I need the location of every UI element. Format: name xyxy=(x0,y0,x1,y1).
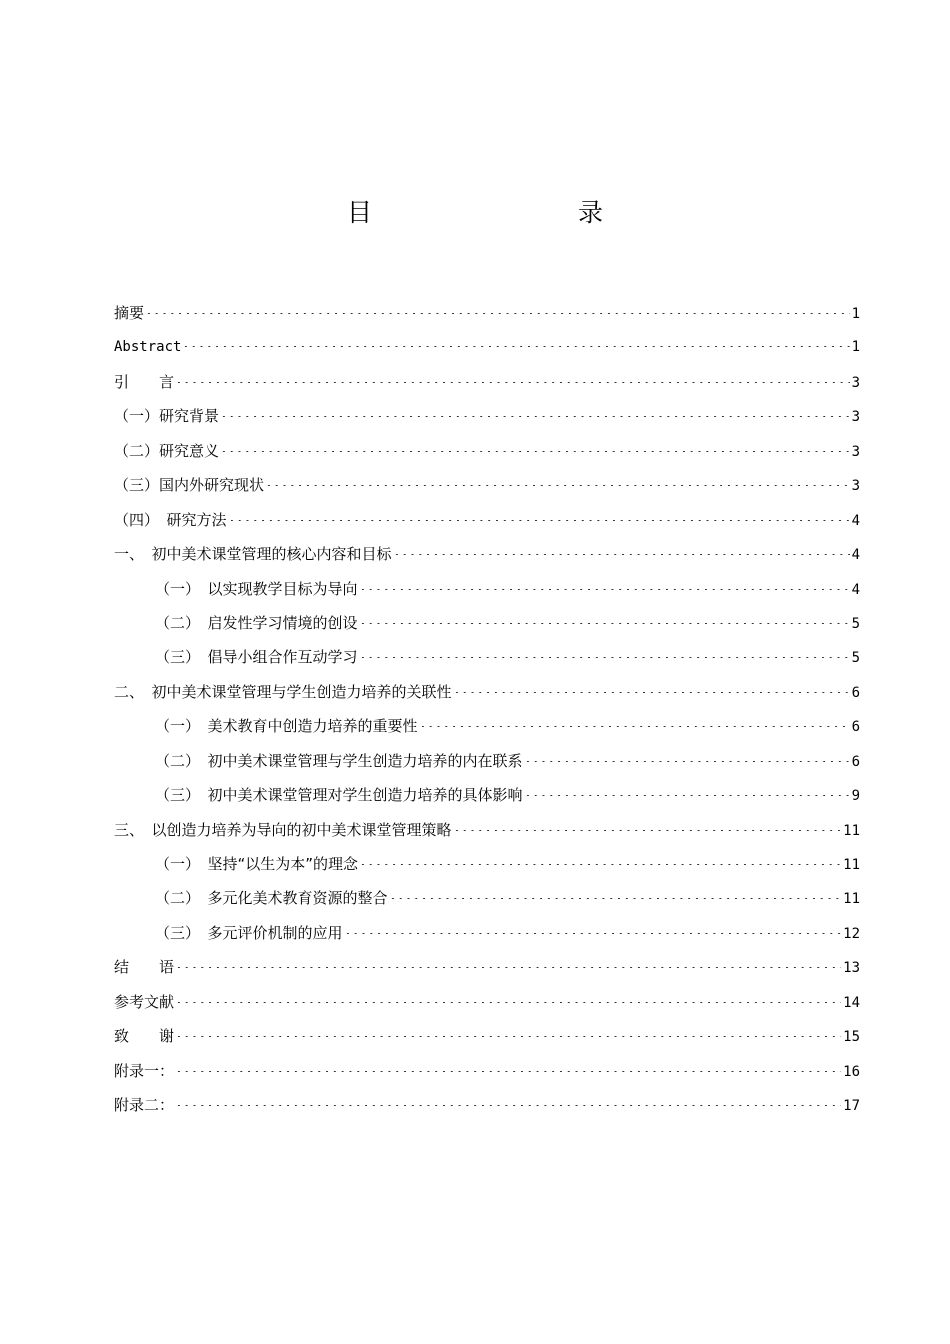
toc-entry[interactable] xyxy=(114,330,860,364)
page-title: 目 录 xyxy=(346,197,655,227)
dot-leader xyxy=(220,416,850,417)
toc-entry-label: （三） 倡导小组合作互动学习 xyxy=(155,648,358,667)
toc-entry-page-number: 15 xyxy=(843,1029,860,1046)
toc-entry-label: （一） 以实现教学目标为导向 xyxy=(155,579,358,598)
dot-leader xyxy=(453,692,850,693)
toc-entry[interactable] xyxy=(114,1088,860,1122)
toc-entry-label: 二、 初中美术课堂管理与学生创造力培养的关联性 xyxy=(114,682,452,701)
toc-entry[interactable] xyxy=(114,847,860,881)
dot-leader xyxy=(175,1036,841,1037)
dot-leader xyxy=(393,554,850,555)
toc-entry-page-number: 5 xyxy=(851,615,860,632)
dot-leader xyxy=(453,830,842,831)
toc-entry-page-number: 3 xyxy=(851,374,860,391)
dot-leader xyxy=(220,451,850,452)
toc-entry[interactable] xyxy=(114,881,860,915)
toc-entry-page-number: 6 xyxy=(851,684,860,701)
dot-leader xyxy=(359,623,850,624)
toc-entry[interactable] xyxy=(114,572,860,606)
dot-leader xyxy=(524,795,850,796)
toc-entry-page-number: 17 xyxy=(843,1098,860,1115)
dot-leader xyxy=(228,520,850,521)
toc-entry-label: 附录一： xyxy=(114,1061,175,1080)
toc-entry-page-number: 11 xyxy=(843,822,860,839)
toc-entry-page-number: 11 xyxy=(843,857,860,873)
toc-entry[interactable] xyxy=(114,1019,860,1053)
toc-entry-page-number: 6 xyxy=(851,719,860,736)
toc-entry-page-number: 16 xyxy=(843,1063,860,1080)
toc-entry-page-number: 11 xyxy=(843,891,860,908)
toc-entry-label: （二）研究意义 xyxy=(114,441,220,460)
dot-leader xyxy=(175,967,841,968)
toc-entry-label: （二） 多元化美术教育资源的整合 xyxy=(155,889,388,908)
toc-entry-page-number: 1 xyxy=(851,306,860,322)
toc-entry-label: （三） 多元评价机制的应用 xyxy=(155,923,343,942)
toc-entry[interactable] xyxy=(114,296,860,330)
dot-leader xyxy=(182,346,849,347)
table-of-contents xyxy=(114,296,860,1123)
dot-leader xyxy=(175,1002,841,1003)
toc-entry-page-number: 3 xyxy=(851,409,860,426)
dot-leader xyxy=(175,1105,841,1106)
toc-entry-label: （二） 启发性学习情境的创设 xyxy=(155,613,358,632)
dot-leader xyxy=(175,382,850,383)
toc-entry-page-number: 4 xyxy=(851,512,860,529)
toc-entry[interactable] xyxy=(114,434,860,468)
toc-entry[interactable] xyxy=(114,640,860,674)
toc-entry-label: （一） 美术教育中创造力培养的重要性 xyxy=(155,717,418,736)
toc-entry[interactable] xyxy=(114,503,860,537)
toc-entry-label: 三、 以创造力培养为导向的初中美术课堂管理策略 xyxy=(114,820,452,839)
toc-entry-label: （一）研究背景 xyxy=(114,407,220,426)
toc-entry-label: （二） 初中美术课堂管理与学生创造力培养的内在联系 xyxy=(155,751,523,770)
dot-leader xyxy=(389,898,842,899)
toc-entry-page-number: 12 xyxy=(843,925,860,942)
toc-entry-page-number: 14 xyxy=(843,994,860,1011)
toc-entry[interactable] xyxy=(114,606,860,640)
dot-leader xyxy=(359,864,841,865)
dot-leader xyxy=(145,313,850,314)
toc-entry-label: 结 语 xyxy=(114,958,175,977)
toc-entry-page-number: 1 xyxy=(851,339,860,356)
dot-leader xyxy=(344,933,842,934)
toc-entry-label: 摘要 xyxy=(114,304,145,322)
toc-entry[interactable] xyxy=(114,468,860,502)
toc-entry-page-number: 9 xyxy=(851,788,860,805)
toc-entry[interactable] xyxy=(114,744,860,778)
toc-entry[interactable] xyxy=(114,985,860,1019)
toc-entry-label: 引 言 xyxy=(114,372,175,391)
toc-entry-label: （四） 研究方法 xyxy=(114,510,227,529)
dot-leader xyxy=(419,726,850,727)
dot-leader xyxy=(175,1071,841,1072)
toc-entry-label: 附录二： xyxy=(114,1096,175,1115)
toc-entry[interactable] xyxy=(114,950,860,984)
dot-leader xyxy=(265,485,850,486)
toc-entry-label: （三） 初中美术课堂管理对学生创造力培养的具体影响 xyxy=(155,786,523,805)
toc-entry-label: 一、 初中美术课堂管理的核心内容和目标 xyxy=(114,545,392,564)
toc-entry[interactable] xyxy=(114,709,860,743)
toc-entry-label: 致 谢 xyxy=(114,1027,175,1046)
toc-entry-label: Abstract xyxy=(114,339,182,356)
toc-entry-page-number: 3 xyxy=(851,478,860,495)
dot-leader xyxy=(359,589,850,590)
toc-entry-page-number: 13 xyxy=(843,960,860,977)
toc-entry-page-number: 6 xyxy=(851,753,860,770)
toc-entry-label: （一） 坚持“以生为本”的理念 xyxy=(155,855,359,873)
toc-entry[interactable] xyxy=(114,813,860,847)
toc-entry[interactable] xyxy=(114,365,860,399)
toc-entry[interactable] xyxy=(114,916,860,950)
toc-entry-page-number: 4 xyxy=(851,581,860,598)
toc-entry-page-number: 3 xyxy=(851,443,860,460)
toc-entry-page-number: 5 xyxy=(851,650,860,667)
toc-entry-page-number: 4 xyxy=(851,547,860,564)
toc-entry[interactable] xyxy=(114,537,860,571)
toc-entry[interactable] xyxy=(114,778,860,812)
dot-leader xyxy=(524,761,850,762)
toc-entry[interactable] xyxy=(114,399,860,433)
toc-entry-label: 参考文献 xyxy=(114,992,175,1011)
toc-entry-label: （三）国内外研究现状 xyxy=(114,476,265,495)
toc-entry[interactable] xyxy=(114,1054,860,1088)
toc-entry[interactable] xyxy=(114,675,860,709)
dot-leader xyxy=(359,657,850,658)
